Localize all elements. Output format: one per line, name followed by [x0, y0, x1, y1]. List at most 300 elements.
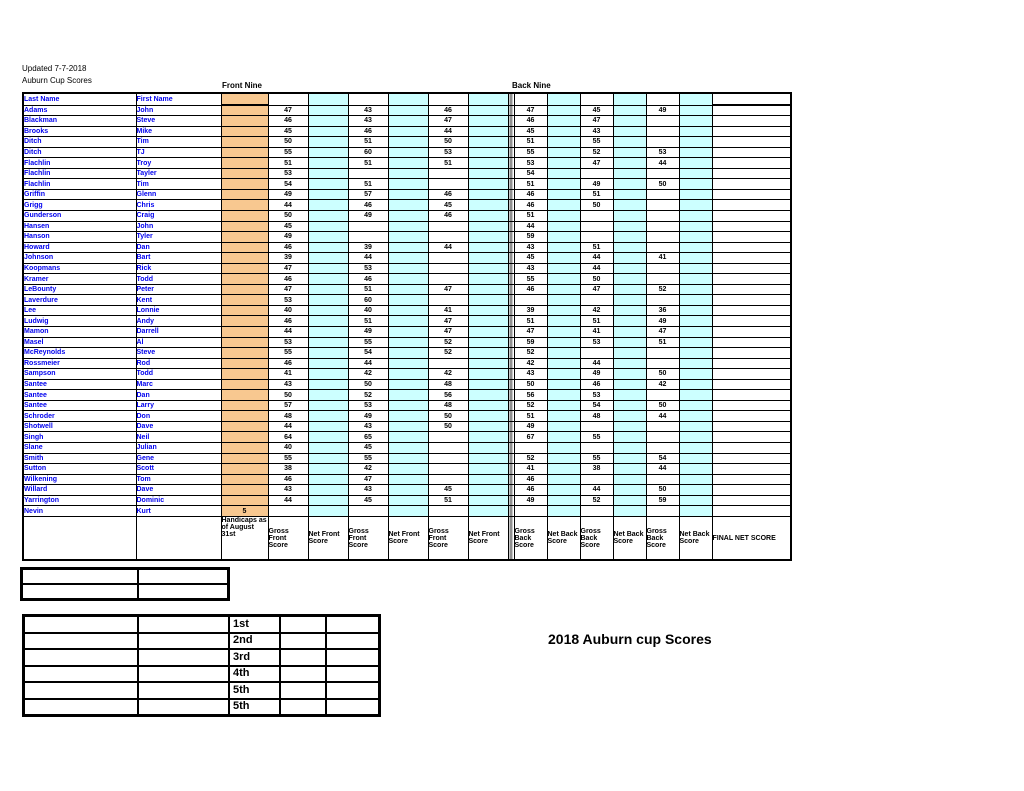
- cell-net-back-1: [547, 432, 580, 443]
- cell-gross-front-2: 44: [348, 253, 388, 264]
- cell-net-back-2: [613, 137, 646, 148]
- cell-first-name: Tyler: [136, 232, 221, 243]
- cell-gross-front-1: 41: [268, 369, 308, 380]
- cell-net-front-2: [388, 137, 428, 148]
- header-final-net: [712, 93, 791, 105]
- cell-net-front-2: [388, 337, 428, 348]
- cell-gross-back-2: 43: [580, 126, 613, 137]
- cell-net-back-2: [613, 232, 646, 243]
- cell-gross-front-3: 53: [428, 147, 468, 158]
- player-row: [23, 274, 791, 285]
- cell-net-back-3: [679, 242, 712, 253]
- cell-gross-front-1: [268, 506, 308, 517]
- cell-gross-back-3: 51: [646, 337, 679, 348]
- cell-net-front-2: [388, 295, 428, 306]
- cell-gross-back-2: [580, 443, 613, 454]
- cell-gross-back-1: 47: [514, 326, 547, 337]
- cell-gross-back-1: 46: [514, 189, 547, 200]
- cell-final-net: [712, 189, 791, 200]
- cell-last-name: Singh: [23, 432, 136, 443]
- cell-last-name: Nevin: [23, 506, 136, 517]
- cell-last-name: Hansen: [23, 221, 136, 232]
- cell-gross-front-1: 45: [268, 221, 308, 232]
- footer-gross-front-label: Gross Front Score: [268, 516, 308, 560]
- cell-gross-front-1: 44: [268, 495, 308, 506]
- cell-last-name: Ditch: [23, 137, 136, 148]
- cell-net-back-2: [613, 432, 646, 443]
- cell-final-net: [712, 348, 791, 359]
- cell-final-net: [712, 369, 791, 380]
- cell-net-front-3: [468, 147, 508, 158]
- cell-gross-back-2: [580, 232, 613, 243]
- player-row: [23, 168, 791, 179]
- cell-last-name: Flachlin: [23, 168, 136, 179]
- cell-net-back-3: [679, 284, 712, 295]
- back-nine-label: Back Nine: [512, 81, 551, 90]
- cell-net-front-2: [388, 506, 428, 517]
- cell-net-back-3: [679, 221, 712, 232]
- cell-net-back-3: [679, 369, 712, 380]
- header-handicap-cell: [221, 93, 268, 105]
- cell-handicap: [221, 232, 268, 243]
- cell-handicap: 5: [221, 506, 268, 517]
- cell-net-back-1: [547, 506, 580, 517]
- cell-last-name: Grigg: [23, 200, 136, 211]
- cell-net-front-2: [388, 432, 428, 443]
- cell-net-front-2: [388, 474, 428, 485]
- cell-first-name: Mike: [136, 126, 221, 137]
- cell-gross-back-3: [646, 295, 679, 306]
- cell-net-back-2: [613, 390, 646, 401]
- cell-final-net: [712, 316, 791, 327]
- cell-net-front-3: [468, 126, 508, 137]
- cell-gross-back-3: 42: [646, 379, 679, 390]
- cell-net-front-3: [468, 253, 508, 264]
- cell-gross-back-2: 47: [580, 158, 613, 169]
- cell-gross-front-1: 47: [268, 105, 308, 116]
- cell-net-front-3: [468, 464, 508, 475]
- cell-handicap: [221, 179, 268, 190]
- cell-gross-back-1: 51: [514, 316, 547, 327]
- cell-gross-front-3: [428, 358, 468, 369]
- cell-gross-front-1: 46: [268, 474, 308, 485]
- header-last-name: Last Name: [23, 93, 136, 105]
- cell-gross-front-1: 57: [268, 400, 308, 411]
- cell-net-back-2: [613, 221, 646, 232]
- cell-gross-back-1: 51: [514, 210, 547, 221]
- cell-net-back-1: [547, 316, 580, 327]
- cell-gross-front-2: [348, 168, 388, 179]
- cell-net-front-3: [468, 358, 508, 369]
- cell-last-name: Johnson: [23, 253, 136, 264]
- cell-first-name: Al: [136, 337, 221, 348]
- cell-final-net: [712, 485, 791, 496]
- cell-last-name: Masel: [23, 337, 136, 348]
- cell-gross-front-2: 55: [348, 337, 388, 348]
- cell-net-front-3: [468, 495, 508, 506]
- cell-net-back-2: [613, 274, 646, 285]
- cell-net-back-3: [679, 158, 712, 169]
- cell-net-front-3: [468, 284, 508, 295]
- cell-first-name: John: [136, 105, 221, 116]
- cell-net-front-1: [308, 495, 348, 506]
- cell-gross-back-3: [646, 348, 679, 359]
- cell-last-name: Wilkening: [23, 474, 136, 485]
- cell-net-back-1: [547, 232, 580, 243]
- player-row: [23, 348, 791, 359]
- cell-net-front-1: [308, 263, 348, 274]
- cell-gross-back-1: 52: [514, 453, 547, 464]
- cell-net-back-1: [547, 400, 580, 411]
- cell-final-net: [712, 453, 791, 464]
- placing-cell: [24, 699, 139, 716]
- cell-gross-front-2: 42: [348, 369, 388, 380]
- cell-net-back-2: [613, 443, 646, 454]
- cell-first-name: Tayler: [136, 168, 221, 179]
- cell-last-name: Slane: [23, 443, 136, 454]
- cell-gross-back-3: [646, 116, 679, 127]
- cell-gross-back-1: 46: [514, 485, 547, 496]
- cell-gross-back-2: 49: [580, 179, 613, 190]
- cell-net-back-3: [679, 464, 712, 475]
- header-net-front-1: [308, 93, 348, 105]
- cell-net-front-1: [308, 137, 348, 148]
- cell-net-back-1: [547, 464, 580, 475]
- player-row: [23, 242, 791, 253]
- cell-gross-back-2: [580, 221, 613, 232]
- player-row: [23, 326, 791, 337]
- cell-gross-back-2: [580, 506, 613, 517]
- cell-gross-back-2: 55: [580, 432, 613, 443]
- cell-gross-front-3: 50: [428, 137, 468, 148]
- footer-net-front-label: Net Front Score: [468, 516, 508, 560]
- cell-final-net: [712, 443, 791, 454]
- cell-net-front-1: [308, 506, 348, 517]
- cell-gross-back-1: 43: [514, 242, 547, 253]
- cell-first-name: Troy: [136, 158, 221, 169]
- cell-net-back-2: [613, 326, 646, 337]
- cell-final-net: [712, 105, 791, 116]
- cell-net-back-3: [679, 295, 712, 306]
- cell-net-front-2: [388, 390, 428, 401]
- player-row: [23, 495, 791, 506]
- cell-net-back-1: [547, 495, 580, 506]
- cell-net-back-1: [547, 210, 580, 221]
- placing-cell: [138, 682, 229, 699]
- cell-net-front-2: [388, 348, 428, 359]
- cell-final-net: [712, 210, 791, 221]
- cell-net-back-1: [547, 126, 580, 137]
- cell-last-name: Laverdure: [23, 295, 136, 306]
- cell-net-front-3: [468, 369, 508, 380]
- header-gross-front-1: [268, 93, 308, 105]
- placing-cell: [280, 666, 326, 683]
- cell-gross-front-3: 44: [428, 126, 468, 137]
- cell-gross-front-2: 43: [348, 485, 388, 496]
- cell-net-back-3: [679, 495, 712, 506]
- cell-net-front-2: [388, 147, 428, 158]
- footer-gross-back-label: Gross Back Score: [580, 516, 613, 560]
- cell-gross-back-3: 36: [646, 305, 679, 316]
- cell-net-back-1: [547, 443, 580, 454]
- cell-last-name: Rossmeier: [23, 358, 136, 369]
- cell-handicap: [221, 453, 268, 464]
- cell-net-back-1: [547, 274, 580, 285]
- cell-gross-back-3: [646, 189, 679, 200]
- cell-net-front-2: [388, 326, 428, 337]
- cell-net-back-1: [547, 326, 580, 337]
- summary-box-table: [20, 567, 230, 601]
- placing-label: 2nd: [229, 633, 280, 650]
- cell-net-front-3: [468, 443, 508, 454]
- player-row: [23, 263, 791, 274]
- player-row: [23, 411, 791, 422]
- cell-first-name: Rod: [136, 358, 221, 369]
- cell-net-back-2: [613, 253, 646, 264]
- cell-net-front-2: [388, 379, 428, 390]
- cell-handicap: [221, 210, 268, 221]
- scores-table: [22, 92, 792, 561]
- cell-net-back-3: [679, 400, 712, 411]
- cell-net-front-2: [388, 495, 428, 506]
- cell-gross-back-1: 46: [514, 200, 547, 211]
- cell-final-net: [712, 358, 791, 369]
- header-net-front-3: [468, 93, 508, 105]
- cell-net-front-2: [388, 210, 428, 221]
- cell-gross-back-2: 42: [580, 305, 613, 316]
- summary-cell: [138, 569, 229, 585]
- cell-net-back-3: [679, 390, 712, 401]
- cell-gross-front-3: 50: [428, 421, 468, 432]
- cell-net-front-2: [388, 232, 428, 243]
- cell-handicap: [221, 400, 268, 411]
- header-net-front-2: [388, 93, 428, 105]
- cell-gross-back-1: [514, 295, 547, 306]
- cell-net-front-2: [388, 116, 428, 127]
- cell-gross-front-2: [348, 221, 388, 232]
- cell-first-name: Marc: [136, 379, 221, 390]
- cell-final-net: [712, 464, 791, 475]
- cell-gross-back-3: [646, 221, 679, 232]
- cell-gross-front-1: 50: [268, 390, 308, 401]
- player-row: [23, 443, 791, 454]
- cell-handicap: [221, 147, 268, 158]
- cell-net-back-2: [613, 210, 646, 221]
- header-net-back-3: [679, 93, 712, 105]
- cell-gross-front-2: 55: [348, 453, 388, 464]
- cell-net-front-1: [308, 453, 348, 464]
- cell-net-back-1: [547, 253, 580, 264]
- cell-final-net: [712, 295, 791, 306]
- cell-net-front-3: [468, 200, 508, 211]
- cell-first-name: Larry: [136, 400, 221, 411]
- cell-last-name: Mamon: [23, 326, 136, 337]
- cell-gross-back-1: 39: [514, 305, 547, 316]
- cell-net-back-1: [547, 137, 580, 148]
- cell-net-back-3: [679, 305, 712, 316]
- cell-gross-front-3: [428, 432, 468, 443]
- cell-first-name: Darrell: [136, 326, 221, 337]
- cell-net-back-2: [613, 147, 646, 158]
- cell-gross-front-3: 51: [428, 158, 468, 169]
- cell-net-back-3: [679, 474, 712, 485]
- footer-gross-back-label: Gross Back Score: [646, 516, 679, 560]
- player-row: [23, 200, 791, 211]
- footer-net-back-label: Net Back Score: [547, 516, 580, 560]
- cell-gross-back-2: 53: [580, 337, 613, 348]
- cell-gross-back-2: 50: [580, 200, 613, 211]
- cell-net-back-3: [679, 421, 712, 432]
- cell-handicap: [221, 485, 268, 496]
- cell-gross-front-2: 51: [348, 137, 388, 148]
- cell-net-front-2: [388, 443, 428, 454]
- cell-gross-front-2: 60: [348, 295, 388, 306]
- cell-net-front-3: [468, 506, 508, 517]
- cell-net-back-1: [547, 390, 580, 401]
- cell-net-back-1: [547, 453, 580, 464]
- cell-gross-back-3: 44: [646, 158, 679, 169]
- cell-gross-front-2: 45: [348, 495, 388, 506]
- cell-net-front-3: [468, 179, 508, 190]
- cell-gross-back-2: 48: [580, 411, 613, 422]
- cell-net-front-2: [388, 411, 428, 422]
- cell-gross-back-2: 41: [580, 326, 613, 337]
- cell-net-front-1: [308, 242, 348, 253]
- cell-handicap: [221, 221, 268, 232]
- cell-gross-back-3: [646, 421, 679, 432]
- cell-net-front-1: [308, 369, 348, 380]
- cell-first-name: Neil: [136, 432, 221, 443]
- cell-gross-back-2: 44: [580, 263, 613, 274]
- player-row: [23, 232, 791, 243]
- cell-net-back-1: [547, 379, 580, 390]
- cell-first-name: Rick: [136, 263, 221, 274]
- player-row: [23, 210, 791, 221]
- cell-gross-front-2: 51: [348, 284, 388, 295]
- player-row: [23, 126, 791, 137]
- cell-final-net: [712, 179, 791, 190]
- cell-gross-front-2: 51: [348, 179, 388, 190]
- cell-gross-front-3: [428, 274, 468, 285]
- footer-empty-first: [136, 516, 221, 560]
- cell-final-net: [712, 168, 791, 179]
- cell-gross-back-3: 59: [646, 495, 679, 506]
- cell-net-front-1: [308, 253, 348, 264]
- cell-net-back-2: [613, 200, 646, 211]
- player-row: [23, 116, 791, 127]
- cell-net-front-2: [388, 358, 428, 369]
- cell-gross-back-3: 49: [646, 105, 679, 116]
- cell-net-back-3: [679, 168, 712, 179]
- cell-gross-front-2: 60: [348, 147, 388, 158]
- cell-net-front-1: [308, 421, 348, 432]
- cell-net-back-2: [613, 495, 646, 506]
- cell-gross-front-2: 42: [348, 464, 388, 475]
- cell-gross-front-3: 56: [428, 390, 468, 401]
- cell-gross-front-2: 49: [348, 210, 388, 221]
- cell-gross-back-3: [646, 390, 679, 401]
- cell-net-front-2: [388, 305, 428, 316]
- cell-gross-front-1: 55: [268, 453, 308, 464]
- cell-gross-back-3: 44: [646, 464, 679, 475]
- cell-net-front-1: [308, 474, 348, 485]
- cell-net-front-1: [308, 337, 348, 348]
- cell-gross-front-1: 49: [268, 232, 308, 243]
- cell-net-back-3: [679, 116, 712, 127]
- cell-net-front-1: [308, 348, 348, 359]
- cell-last-name: Flachlin: [23, 158, 136, 169]
- cell-net-back-3: [679, 200, 712, 211]
- cell-first-name: Dan: [136, 390, 221, 401]
- cell-net-back-2: [613, 421, 646, 432]
- summary-cell: [22, 569, 139, 585]
- cell-net-front-2: [388, 274, 428, 285]
- cell-gross-back-3: 50: [646, 369, 679, 380]
- footer-net-back-label: Net Back Score: [679, 516, 712, 560]
- cell-final-net: [712, 116, 791, 127]
- cell-gross-back-2: 52: [580, 495, 613, 506]
- cell-final-net: [712, 390, 791, 401]
- cell-gross-front-3: 41: [428, 305, 468, 316]
- cell-gross-back-2: 49: [580, 369, 613, 380]
- cell-handicap: [221, 274, 268, 285]
- cell-net-back-3: [679, 358, 712, 369]
- cell-net-back-2: [613, 474, 646, 485]
- cell-net-front-1: [308, 358, 348, 369]
- cell-handicap: [221, 168, 268, 179]
- cell-gross-back-1: 42: [514, 358, 547, 369]
- cell-net-front-1: [308, 210, 348, 221]
- cell-gross-front-1: 45: [268, 126, 308, 137]
- cell-last-name: Santee: [23, 379, 136, 390]
- cell-gross-front-3: 47: [428, 284, 468, 295]
- cell-gross-back-3: 50: [646, 400, 679, 411]
- cell-gross-front-1: 46: [268, 274, 308, 285]
- placing-cell: [326, 633, 380, 650]
- player-row: [23, 147, 791, 158]
- cell-gross-front-3: 42: [428, 369, 468, 380]
- cell-net-front-3: [468, 411, 508, 422]
- cell-handicap: [221, 390, 268, 401]
- cell-gross-back-1: 43: [514, 369, 547, 380]
- cell-last-name: Griffin: [23, 189, 136, 200]
- cell-gross-back-1: 51: [514, 411, 547, 422]
- cell-final-net: [712, 126, 791, 137]
- cell-gross-front-1: 38: [268, 464, 308, 475]
- cell-net-back-2: [613, 179, 646, 190]
- cell-final-net: [712, 284, 791, 295]
- cell-gross-front-2: 40: [348, 305, 388, 316]
- cell-first-name: Steve: [136, 348, 221, 359]
- cell-net-front-2: [388, 105, 428, 116]
- cell-first-name: Tom: [136, 474, 221, 485]
- cell-gross-back-1: 41: [514, 464, 547, 475]
- cell-gross-back-1: 51: [514, 179, 547, 190]
- cell-net-front-1: [308, 189, 348, 200]
- placings-table: [22, 614, 381, 717]
- cell-net-back-1: [547, 411, 580, 422]
- cell-net-back-3: [679, 316, 712, 327]
- cell-net-back-2: [613, 295, 646, 306]
- cell-first-name: Steve: [136, 116, 221, 127]
- placing-row: [24, 616, 380, 633]
- cell-first-name: Glenn: [136, 189, 221, 200]
- cell-net-back-1: [547, 168, 580, 179]
- cell-first-name: Kent: [136, 295, 221, 306]
- cell-net-back-2: [613, 400, 646, 411]
- cell-first-name: Tim: [136, 137, 221, 148]
- placing-cell: [138, 666, 229, 683]
